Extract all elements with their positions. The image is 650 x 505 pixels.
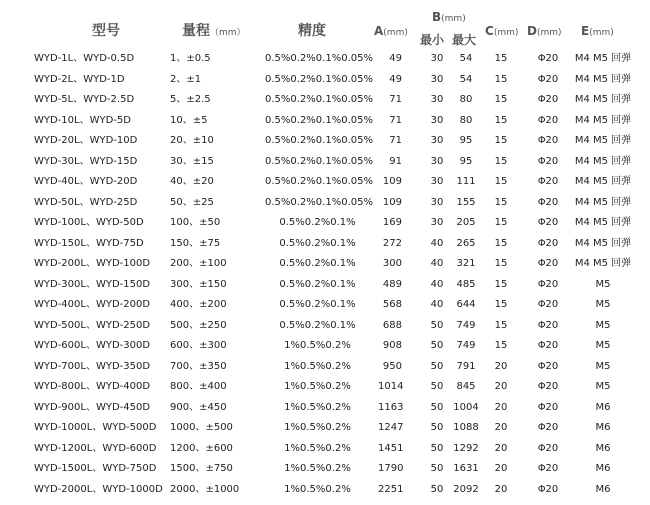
model-cell: WYD-30L、WYD-15D [34, 155, 138, 167]
range-cell: 1500、±750 [170, 463, 233, 474]
e-cell: M5 [595, 340, 611, 351]
range-cell: 200、±100 [170, 258, 227, 269]
d-cell: Φ20 [537, 278, 559, 290]
range-cell: 10、±5 [170, 114, 208, 126]
d-cell: Φ20 [537, 360, 559, 372]
e-cell: M4 M5 回弹 [574, 114, 632, 126]
d-cell: Φ20 [537, 401, 559, 413]
c-cell: 20 [494, 442, 508, 454]
precision-cell: 0.5%0.2%0.1% [279, 237, 356, 249]
range-cell: 600、±300 [170, 340, 227, 351]
b-max-cell: 80 [459, 94, 473, 105]
precision-cell: 0.5%0.2%0.1%0.05% [265, 155, 373, 167]
range-cell: 500、±250 [170, 319, 227, 331]
header-model: 型号 [92, 23, 120, 39]
header-a-unit: (mm) [383, 28, 408, 38]
range-cell: 40、±20 [170, 176, 214, 187]
range-cell: 1200、±600 [170, 442, 233, 454]
table-row [0, 213, 650, 233]
a-cell: 489 [382, 278, 402, 290]
e-cell: M5 [595, 299, 611, 310]
e-cell: M6 [595, 401, 611, 413]
model-cell: WYD-2000L、WYD-1000D [34, 483, 163, 495]
model-cell: WYD-20L、WYD-10D [34, 135, 138, 146]
model-cell: WYD-600L、WYD-300D [34, 340, 151, 351]
table-row [0, 90, 650, 110]
model-cell: WYD-150L、WYD-75D [34, 237, 144, 249]
header-d-unit: (mm) [536, 28, 562, 38]
b-max-cell: 95 [459, 135, 473, 146]
range-cell: 400、±200 [170, 299, 227, 310]
b-min-cell: 30 [430, 155, 444, 167]
b-max-cell: 845 [456, 381, 476, 392]
c-cell: 15 [494, 155, 508, 167]
range-cell: 2000、±1000 [170, 483, 240, 495]
a-cell: 109 [382, 176, 402, 187]
a-cell: 950 [382, 360, 402, 372]
c-cell: 15 [494, 340, 508, 351]
a-cell: 49 [389, 53, 402, 64]
b-min-cell: 40 [430, 299, 444, 310]
a-cell: 1451 [378, 442, 404, 454]
d-cell: Φ20 [537, 176, 559, 187]
b-max-cell: 54 [459, 73, 473, 85]
model-cell: WYD-900L、WYD-450D [34, 401, 151, 413]
b-min-cell: 30 [430, 53, 444, 64]
e-cell: M4 M5 回弹 [574, 155, 632, 167]
model-cell: WYD-1200L、WYD-600D [34, 442, 157, 454]
b-max-cell: 111 [456, 176, 476, 187]
range-cell: 800、±400 [170, 381, 227, 392]
precision-cell: 0.5%0.2%0.1% [279, 299, 356, 310]
a-cell: 91 [389, 155, 402, 167]
a-cell: 71 [389, 114, 402, 126]
b-max-cell: 749 [456, 340, 476, 351]
b-max-cell: 791 [456, 360, 476, 372]
range-cell: 30、±15 [170, 155, 214, 167]
c-cell: 15 [494, 196, 508, 208]
table-row [0, 480, 650, 500]
b-min-cell: 50 [430, 319, 444, 331]
b-min-cell: 30 [430, 114, 444, 126]
range-cell: 5、±2.5 [170, 94, 211, 105]
d-cell: Φ20 [537, 319, 559, 331]
precision-cell: 1%0.5%0.2% [284, 442, 351, 454]
b-min-cell: 50 [430, 442, 444, 454]
e-cell: M4 M5 回弹 [574, 176, 632, 187]
b-max-cell: 80 [459, 114, 473, 126]
precision-cell: 1%0.5%0.2% [284, 381, 351, 392]
e-cell: M6 [595, 442, 611, 454]
table-row [0, 275, 650, 295]
e-cell: M4 M5 回弹 [574, 196, 632, 208]
range-cell: 1、±0.5 [170, 53, 211, 64]
b-max-cell: 95 [459, 155, 473, 167]
table-row [0, 70, 650, 90]
d-cell: Φ20 [537, 155, 559, 167]
table-row [0, 131, 650, 151]
b-max-cell: 1631 [453, 463, 479, 474]
b-max-cell: 644 [456, 299, 476, 310]
range-cell: 300、±150 [170, 278, 227, 290]
a-cell: 1247 [378, 422, 404, 433]
b-min-cell: 40 [430, 278, 444, 290]
c-cell: 20 [494, 360, 508, 372]
range-cell: 100、±50 [170, 217, 221, 228]
range-cell: 150、±75 [170, 237, 221, 249]
e-cell: M6 [595, 483, 611, 495]
model-cell: WYD-200L、WYD-100D [34, 258, 151, 269]
d-cell: Φ20 [537, 340, 559, 351]
d-cell: Φ20 [537, 299, 559, 310]
d-cell: Φ20 [537, 135, 559, 146]
model-cell: WYD-700L、WYD-350D [34, 360, 151, 372]
e-cell: M5 [595, 278, 611, 290]
a-cell: 1014 [378, 381, 404, 392]
model-cell: WYD-50L、WYD-25D [34, 196, 138, 208]
table-row [0, 111, 650, 131]
table-row [0, 193, 650, 213]
b-max-cell: 749 [456, 319, 476, 331]
table-row [0, 316, 650, 336]
e-cell: M5 [595, 360, 611, 372]
precision-cell: 0.5%0.2%0.1% [279, 278, 356, 290]
precision-cell: 0.5%0.2%0.1%0.05% [265, 114, 373, 126]
b-min-cell: 40 [430, 258, 444, 269]
model-cell: WYD-100L、WYD-50D [34, 217, 144, 228]
precision-cell: 1%0.5%0.2% [284, 483, 351, 495]
d-cell: Φ20 [537, 463, 559, 474]
model-cell: WYD-2L、WYD-1D [34, 73, 125, 85]
header-precision: 精度 [298, 23, 326, 39]
table-row [0, 336, 650, 356]
b-min-cell: 30 [430, 176, 444, 187]
a-cell: 2251 [378, 483, 404, 495]
b-min-cell: 30 [430, 217, 444, 228]
precision-cell: 0.5%0.2%0.1%0.05% [265, 73, 373, 85]
table-row [0, 254, 650, 274]
range-cell: 20、±10 [170, 135, 214, 146]
table-row [0, 377, 650, 397]
b-min-cell: 50 [430, 340, 444, 351]
range-cell: 50、±25 [170, 196, 214, 208]
header-e-label: E [581, 24, 590, 38]
a-cell: 169 [382, 217, 402, 228]
header-d-label: D [527, 24, 537, 38]
b-max-cell: 155 [456, 196, 476, 208]
b-min-cell: 30 [430, 73, 444, 85]
a-cell: 1163 [378, 401, 404, 413]
c-cell: 15 [494, 237, 508, 249]
c-cell: 20 [494, 463, 508, 474]
a-cell: 688 [382, 319, 402, 331]
b-max-cell: 1292 [453, 442, 479, 454]
header-c [485, 24, 518, 38]
model-cell: WYD-1000L、WYD-500D [34, 422, 157, 433]
a-cell: 908 [382, 340, 402, 351]
model-cell: WYD-40L、WYD-20D [34, 176, 138, 187]
precision-cell: 0.5%0.2%0.1%0.05% [265, 53, 373, 64]
model-cell: WYD-400L、WYD-200D [34, 299, 151, 310]
c-cell: 15 [494, 73, 508, 85]
c-cell: 20 [494, 422, 508, 433]
model-cell: WYD-500L、WYD-250D [34, 319, 151, 331]
precision-cell: 1%0.5%0.2% [284, 463, 351, 474]
c-cell: 15 [494, 176, 508, 187]
c-cell: 20 [494, 401, 508, 413]
d-cell: Φ20 [537, 258, 559, 269]
table-row [0, 49, 650, 69]
d-cell: Φ20 [537, 381, 559, 392]
header-e [581, 24, 614, 38]
a-cell: 568 [382, 299, 402, 310]
a-cell: 300 [382, 258, 402, 269]
a-cell: 71 [389, 135, 402, 146]
c-cell: 15 [494, 53, 508, 64]
c-cell: 15 [494, 319, 508, 331]
c-cell: 15 [494, 217, 508, 228]
precision-cell: 0.5%0.2%0.1%0.05% [265, 94, 373, 105]
precision-cell: 0.5%0.2%0.1% [279, 258, 356, 269]
b-max-cell: 54 [459, 53, 473, 64]
a-cell: 109 [382, 196, 402, 208]
precision-cell: 1%0.5%0.2% [284, 401, 351, 413]
table-row [0, 418, 650, 438]
precision-cell: 0.5%0.2%0.1%0.05% [265, 176, 373, 187]
d-cell: Φ20 [537, 114, 559, 126]
b-min-cell: 40 [430, 237, 444, 249]
header-b-max: 最大 [452, 33, 477, 47]
d-cell: Φ20 [537, 217, 559, 228]
table-row [0, 152, 650, 172]
b-max-cell: 321 [456, 258, 476, 269]
header-range-label: 量程 [182, 23, 210, 39]
model-cell: WYD-1L、WYD-0.5D [34, 53, 135, 64]
b-max-cell: 205 [456, 217, 476, 228]
c-cell: 20 [494, 381, 508, 392]
e-cell: M4 M5 回弹 [574, 94, 632, 105]
precision-cell: 1%0.5%0.2% [284, 422, 351, 433]
e-cell: M4 M5 回弹 [574, 73, 632, 85]
d-cell: Φ20 [537, 196, 559, 208]
b-min-cell: 30 [430, 196, 444, 208]
model-cell: WYD-300L、WYD-150D [34, 278, 151, 290]
e-cell: M4 M5 回弹 [574, 237, 632, 249]
header-d [527, 24, 562, 38]
range-cell: 1000、±500 [170, 422, 233, 433]
model-cell: WYD-1500L、WYD-750D [34, 463, 157, 474]
header-b-unit: (mm) [441, 14, 466, 24]
table-row [0, 459, 650, 479]
header-e-unit: (mm) [589, 28, 614, 38]
d-cell: Φ20 [537, 442, 559, 454]
precision-cell: 0.5%0.2%0.1%0.05% [265, 196, 373, 208]
c-cell: 15 [494, 114, 508, 126]
d-cell: Φ20 [537, 237, 559, 249]
precision-cell: 1%0.5%0.2% [284, 360, 351, 372]
range-cell: 900、±450 [170, 401, 227, 413]
b-min-cell: 50 [430, 360, 444, 372]
e-cell: M4 M5 回弹 [574, 217, 632, 228]
b-min-cell: 30 [430, 135, 444, 146]
header-b-label: B [432, 10, 442, 24]
a-cell: 1790 [378, 463, 404, 474]
header-a [374, 24, 408, 38]
e-cell: M5 [595, 381, 611, 392]
a-cell: 49 [389, 73, 402, 85]
c-cell: 15 [494, 94, 508, 105]
d-cell: Φ20 [537, 53, 559, 64]
range-cell: 2、±1 [170, 73, 202, 85]
c-cell: 15 [494, 299, 508, 310]
header-c-label: C [485, 24, 494, 38]
header-range-unit: （mm） [210, 28, 246, 38]
c-cell: 15 [494, 135, 508, 146]
e-cell: M6 [595, 422, 611, 433]
b-max-cell: 1004 [453, 401, 479, 413]
e-cell: M6 [595, 463, 611, 474]
e-cell: M4 M5 回弹 [574, 258, 632, 269]
table-row [0, 398, 650, 418]
header-range [182, 20, 246, 40]
header-a-label: A [374, 24, 384, 38]
precision-cell: 0.5%0.2%0.1% [279, 217, 356, 228]
precision-cell: 0.5%0.2%0.1% [279, 319, 356, 331]
header-c-unit: (mm) [493, 28, 519, 38]
b-max-cell: 1088 [453, 422, 479, 433]
b-min-cell: 50 [430, 381, 444, 392]
b-min-cell: 50 [430, 401, 444, 413]
b-min-cell: 50 [430, 463, 444, 474]
d-cell: Φ20 [537, 422, 559, 433]
header-b [432, 10, 466, 24]
table-row [0, 357, 650, 377]
b-min-cell: 50 [430, 422, 444, 433]
b-min-cell: 30 [430, 94, 444, 105]
c-cell: 15 [494, 278, 508, 290]
model-cell: WYD-10L、WYD-5D [34, 114, 131, 126]
a-cell: 272 [382, 237, 402, 249]
table-row [0, 234, 650, 254]
c-cell: 20 [494, 483, 508, 495]
header-b-min: 最小 [420, 33, 445, 47]
model-cell: WYD-5L、WYD-2.5D [34, 94, 135, 105]
range-cell: 700、±350 [170, 360, 227, 372]
e-cell: M5 [595, 319, 611, 331]
precision-cell: 1%0.5%0.2% [284, 340, 351, 351]
c-cell: 15 [494, 258, 508, 269]
b-max-cell: 485 [456, 278, 476, 290]
a-cell: 71 [389, 94, 402, 105]
b-max-cell: 2092 [453, 483, 479, 495]
table-row [0, 295, 650, 315]
b-min-cell: 50 [430, 483, 444, 495]
table-row [0, 172, 650, 192]
d-cell: Φ20 [537, 73, 559, 85]
precision-cell: 0.5%0.2%0.1%0.05% [265, 135, 373, 146]
e-cell: M4 M5 回弹 [574, 135, 632, 146]
model-cell: WYD-800L、WYD-400D [34, 381, 151, 392]
d-cell: Φ20 [537, 483, 559, 495]
e-cell: M4 M5 回弹 [574, 53, 632, 64]
d-cell: Φ20 [537, 94, 559, 105]
b-max-cell: 265 [456, 237, 476, 249]
table-row [0, 439, 650, 459]
